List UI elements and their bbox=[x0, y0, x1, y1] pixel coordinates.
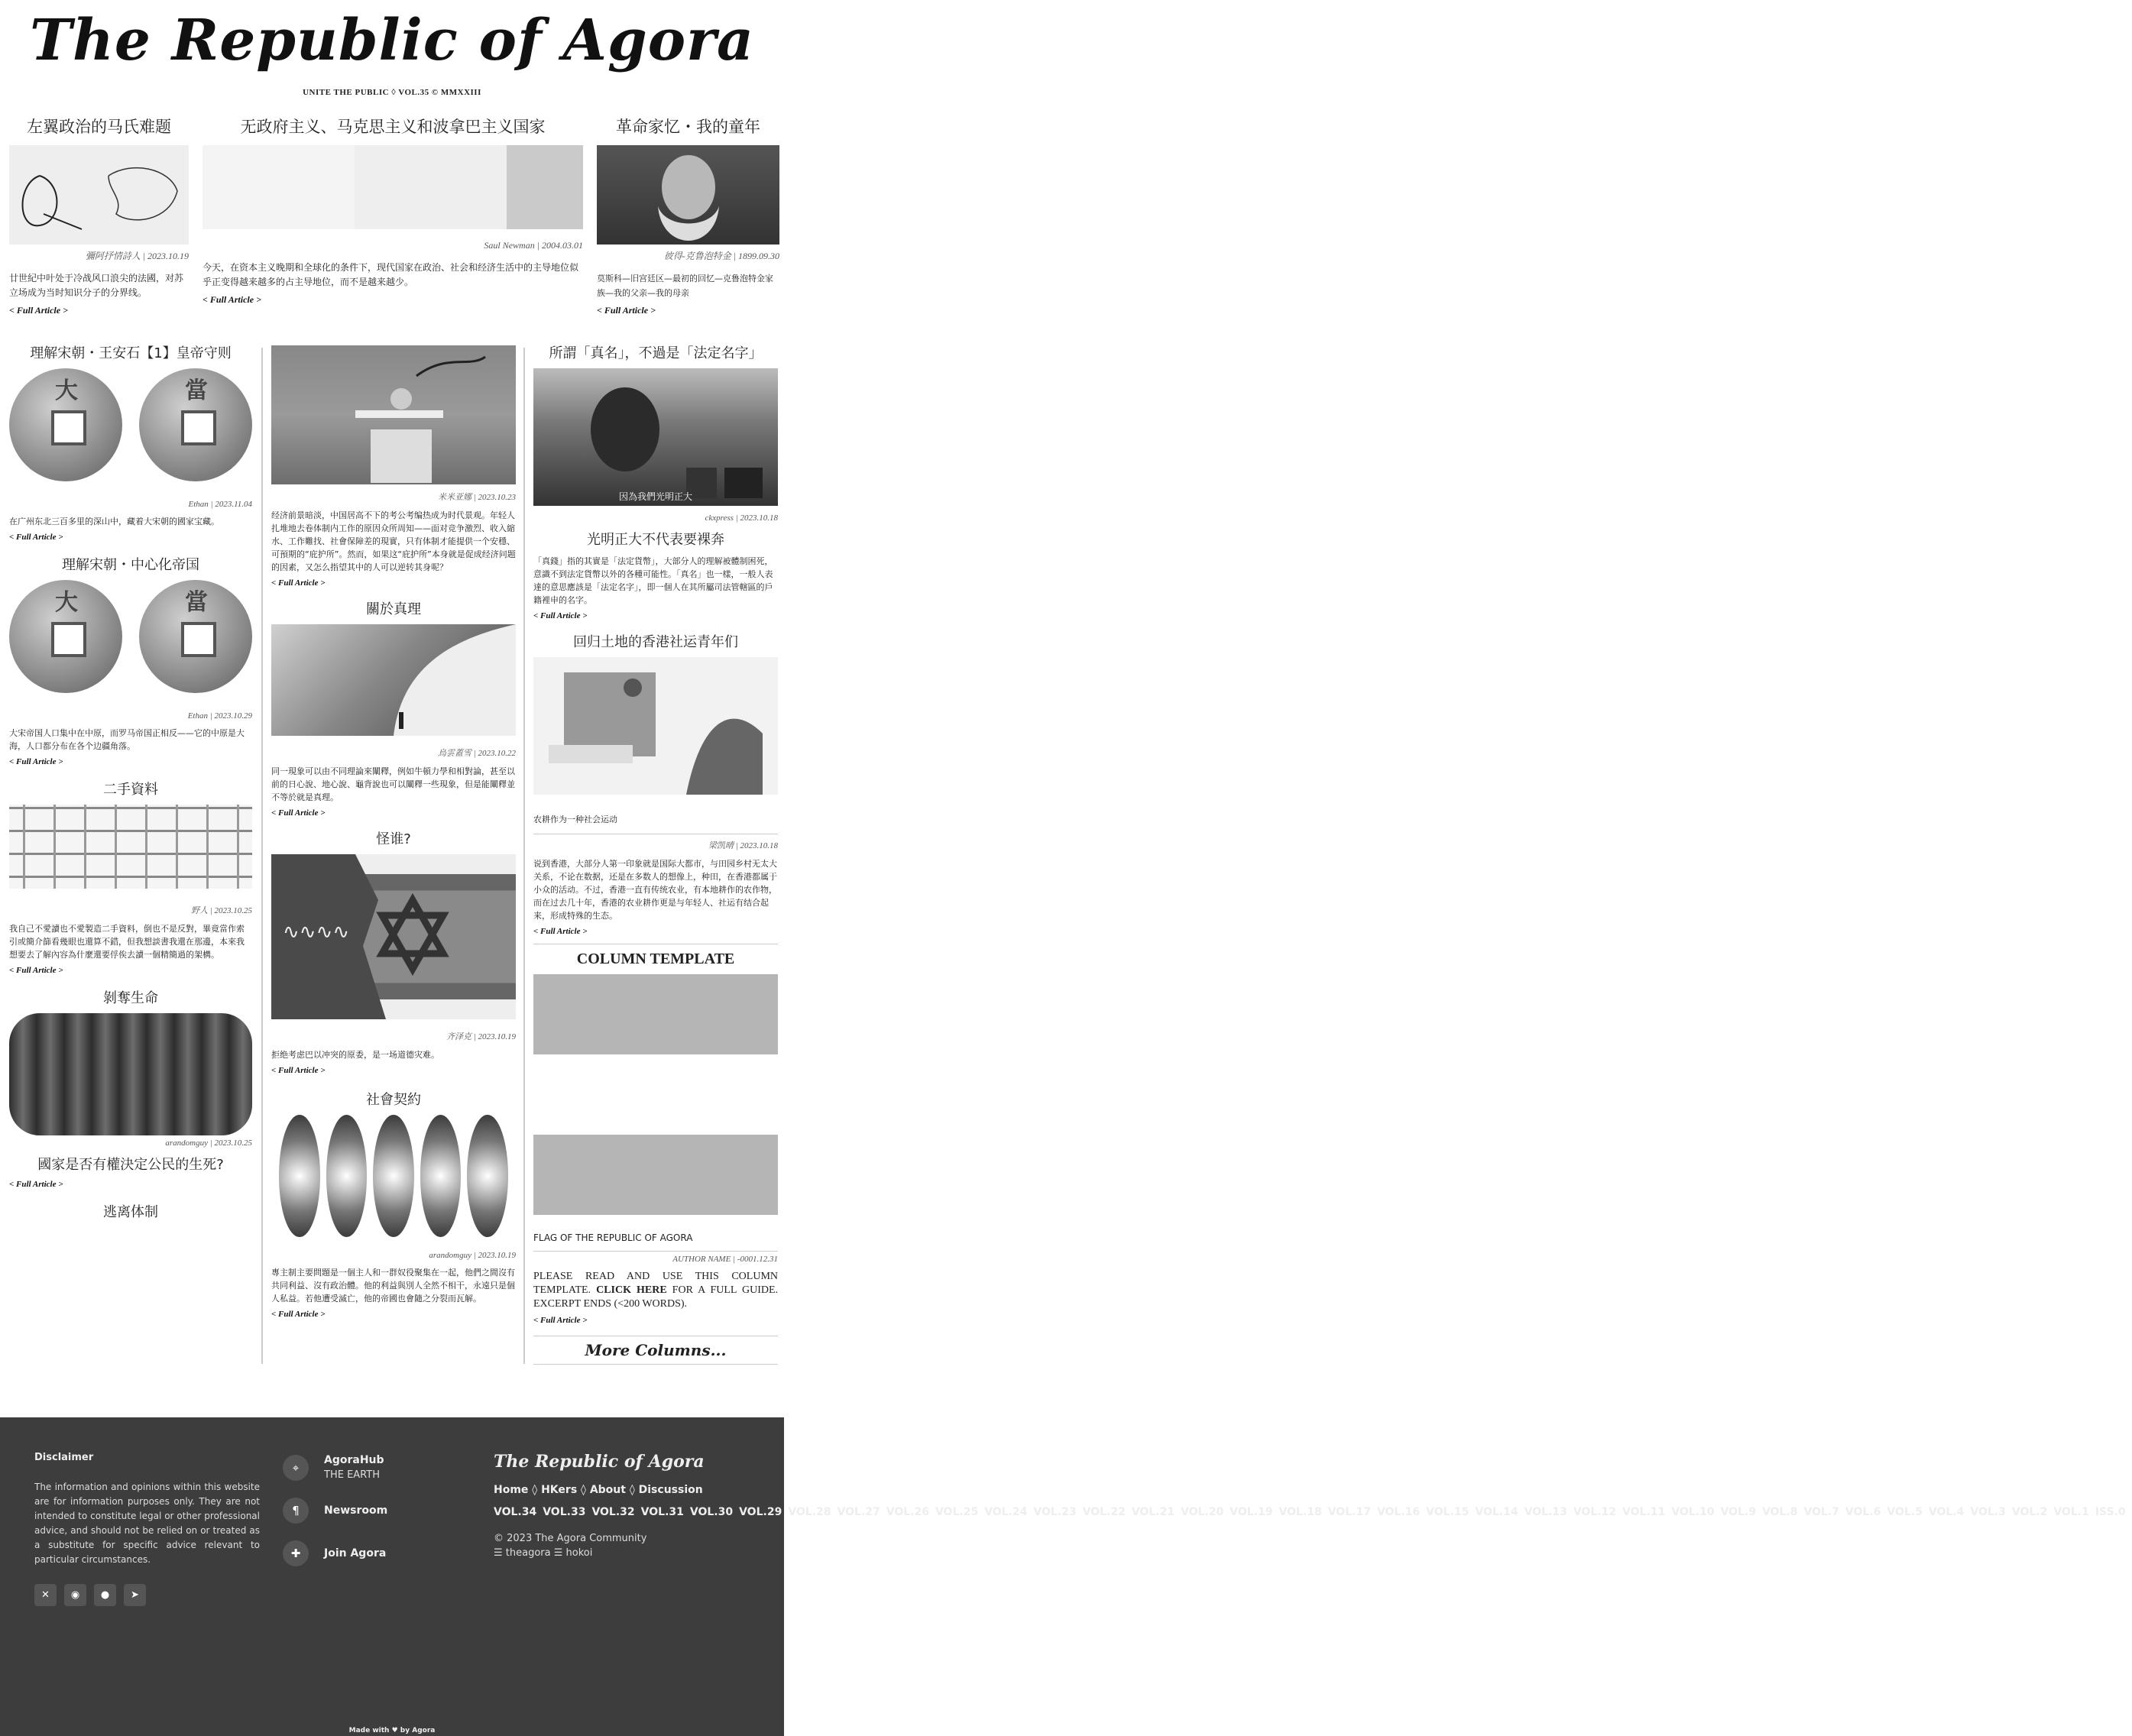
volume-link[interactable]: VOL.1 bbox=[2053, 1506, 2089, 1518]
handles: ☰ theagora ☰ hokoi bbox=[494, 1547, 593, 1559]
volume-link[interactable]: VOL.33 bbox=[543, 1506, 586, 1518]
article-image[interactable] bbox=[9, 805, 252, 889]
volume-link[interactable]: VOL.24 bbox=[984, 1506, 1028, 1518]
made-with-love: Made with ♥ by Agora bbox=[348, 1727, 436, 1734]
full-article-link[interactable]: < Full Article > bbox=[271, 808, 326, 818]
join-agora-link[interactable]: ✚ Join Agora bbox=[283, 1540, 387, 1566]
volume-link[interactable]: VOL.14 bbox=[1475, 1506, 1518, 1518]
article-title[interactable]: 關於真理 bbox=[366, 601, 421, 617]
article-image[interactable] bbox=[533, 368, 778, 506]
masthead bbox=[0, 0, 784, 111]
reddit-icon[interactable]: ● bbox=[94, 1584, 116, 1606]
puzzle-icon: ✚ bbox=[283, 1540, 309, 1566]
volume-link[interactable]: VOL.18 bbox=[1278, 1506, 1322, 1518]
column-divider bbox=[261, 348, 263, 1364]
flag-stripe-bottom bbox=[533, 1135, 778, 1215]
twitter-icon[interactable]: ✕ bbox=[34, 1584, 57, 1606]
article-title[interactable]: 二手資料 bbox=[103, 782, 158, 798]
coin-icon: 大 bbox=[9, 368, 122, 481]
volume-link[interactable]: VOL.9 bbox=[1720, 1506, 1756, 1518]
volume-link[interactable]: VOL.25 bbox=[935, 1506, 979, 1518]
article-meta: Ethan | 2023.10.29 bbox=[187, 711, 252, 721]
telegram-icon[interactable]: ➤ bbox=[124, 1584, 146, 1606]
photo-caption: 因為我們光明正大 bbox=[618, 491, 692, 502]
article-excerpt: 廿世紀中叶处于冷战风口浪尖的法國，对苏立场成为当时知识分子的分界线。 bbox=[9, 273, 184, 298]
article-meta: 烏雲蓋雪 | 2023.10.22 bbox=[437, 749, 516, 758]
article-meta: 彼得-克鲁泡特金 | 1899.09.30 bbox=[663, 251, 779, 261]
article-title[interactable]: 社會契約 bbox=[366, 1092, 421, 1108]
full-article-link[interactable]: < Full Article > bbox=[533, 927, 588, 936]
volume-link[interactable]: VOL.16 bbox=[1376, 1506, 1421, 1518]
masthead-subtitle: UNITE THE PUBLIC ◊ VOL.35 © MMXXIII bbox=[303, 88, 481, 97]
article-meta: 野人 | 2023.10.25 bbox=[190, 906, 252, 915]
volume-link[interactable]: VOL.27 bbox=[837, 1506, 880, 1518]
coin-image[interactable] bbox=[9, 580, 252, 695]
template-excerpt: PLEASE READ AND USE THIS COLUMN TEMPLATE. CLICK HERE FOR A FULL GUIDE. EXCERPT ENDS (<200 WORDS). bbox=[533, 1271, 779, 1310]
volume-link[interactable]: VOL.19 bbox=[1230, 1506, 1273, 1518]
article-image[interactable] bbox=[9, 145, 189, 245]
sphere-shape bbox=[279, 1115, 320, 1237]
svg-text:∿∿∿∿: ∿∿∿∿ bbox=[283, 921, 350, 944]
volume-link[interactable]: ISS.0 bbox=[2095, 1506, 2126, 1518]
article-meta: 梁凯晴 | 2023.10.18 bbox=[533, 834, 778, 851]
coin-icon: 當 bbox=[139, 580, 252, 693]
footer-brand bbox=[494, 1452, 2126, 1559]
right-column bbox=[533, 336, 778, 1365]
full-article-link[interactable]: < Full Article > bbox=[9, 305, 68, 316]
top-article-2 bbox=[203, 115, 583, 306]
volume-link[interactable]: VOL.5 bbox=[1887, 1506, 1923, 1518]
article-title[interactable]: 剝奪生命 bbox=[103, 990, 158, 1006]
volume-list bbox=[494, 1502, 2126, 1522]
illustration-icon bbox=[271, 345, 516, 484]
article-title[interactable]: 无政府主义、马克思主义和波拿巴主义国家 bbox=[240, 118, 546, 136]
article-meta: Saul Newman | 2004.03.01 bbox=[484, 240, 583, 251]
top-article-1 bbox=[9, 115, 189, 316]
volume-link[interactable]: VOL.29 bbox=[739, 1506, 782, 1518]
article-meta: ckxpress | 2023.10.18 bbox=[705, 513, 778, 523]
article-meta: AUTHOR NAME | -0001.12.31 bbox=[533, 1251, 778, 1264]
volume-link[interactable]: VOL.8 bbox=[1761, 1506, 1798, 1518]
article-meta: 齐泽克 | 2023.10.19 bbox=[446, 1032, 516, 1041]
article-excerpt: 经济前景暗淡，中国居高不下的考公考编热成为时代景观。年轻人扎堆地去卷体制内工作的原因众所周知——面对竞争激烈、收入縮水、工作難找、社會保障差的現實，只有体制才能提供一个安穩、可預期的“庇护所”。然而，如果这“庇护所”本身就是促成经济问题的因素，又怎么指望其中的人可以逆转其身呢？ bbox=[271, 510, 516, 572]
agorahub-link[interactable]: ⌖ AgoraHub THE EARTH bbox=[283, 1454, 387, 1481]
photo-caption: 农耕作为一种社会运动 bbox=[533, 815, 617, 824]
article-meta: arandomguy | 2023.10.25 bbox=[165, 1138, 252, 1148]
full-article-link[interactable]: < Full Article > bbox=[9, 533, 63, 542]
article-excerpt: 莫斯科—旧宫廷区—最初的回忆—克鲁泡特金家族—我的父亲—我的母亲 bbox=[597, 274, 773, 298]
volume-link[interactable]: VOL.28 bbox=[788, 1506, 831, 1518]
flag-stripe-top[interactable] bbox=[533, 974, 778, 1054]
article-excerpt: 今天，在资本主义晚期和全球化的条件下，现代国家在政治、社会和经济生活中的主导地位似乎正变得越来越多的占主导地位，而不是越来越少。 bbox=[203, 262, 579, 287]
article-meta: 彌阿抒情詩人 | 2023.10.19 bbox=[85, 251, 189, 261]
nav-about[interactable]: About bbox=[589, 1484, 626, 1496]
disclaimer-title: Disclaimer bbox=[34, 1452, 94, 1463]
flag-stripe-middle bbox=[533, 1054, 778, 1135]
portrait-icon bbox=[597, 145, 779, 245]
volume-link[interactable]: VOL.15 bbox=[1426, 1506, 1469, 1518]
article-title[interactable]: 左翼政治的马氏难题 bbox=[27, 118, 171, 136]
article-title[interactable]: 理解宋朝・中心化帝国 bbox=[62, 557, 199, 573]
grid-shade bbox=[507, 145, 583, 229]
line-drawing-icon bbox=[9, 145, 189, 245]
footer-site-name[interactable]: The Republic of Agora bbox=[494, 1452, 705, 1472]
volume-link[interactable]: VOL.2 bbox=[2011, 1506, 2048, 1518]
full-article-link[interactable]: < Full Article > bbox=[533, 1316, 588, 1325]
volume-link[interactable]: VOL.7 bbox=[1803, 1506, 1839, 1518]
article-excerpt: 在广州东北三百多里的深山中，藏着大宋朝的國家宝藏。 bbox=[9, 517, 219, 526]
volume-link[interactable]: VOL.11 bbox=[1622, 1506, 1666, 1518]
middle-column bbox=[271, 336, 516, 1319]
full-article-link[interactable]: < Full Article > bbox=[9, 966, 63, 975]
volume-link[interactable]: VOL.6 bbox=[1845, 1506, 1881, 1518]
article-image[interactable] bbox=[271, 1115, 516, 1237]
volume-link[interactable]: VOL.3 bbox=[1970, 1506, 2006, 1518]
article-excerpt: 「真錢」指的其實是「法定貨幣」，大部分人的理解被體制困死，意識不到法定貨幣以外的各種可能性。「真名」也一樣，一般人表達的意思應該是「法定名字」，即一個人在其所屬司法管轄區的戶籍裡申的名字。 bbox=[533, 556, 773, 605]
site-title[interactable]: The Republic of Agora bbox=[29, 8, 755, 73]
article-excerpt: 拒绝考虑巴以冲突的原委，是一场道德灾难。 bbox=[271, 1050, 439, 1060]
farmer-photo-icon bbox=[533, 657, 778, 795]
full-article-link[interactable]: < Full Article > bbox=[533, 611, 588, 620]
nav-discussion[interactable]: Discussion bbox=[638, 1484, 703, 1496]
volume-link[interactable]: VOL.21 bbox=[1131, 1506, 1175, 1518]
full-article-link[interactable]: < Full Article > bbox=[271, 578, 326, 588]
article-title[interactable]: 革命家忆・我的童年 bbox=[616, 118, 760, 136]
footer bbox=[0, 1417, 2126, 1736]
volume-link[interactable]: VOL.13 bbox=[1524, 1506, 1567, 1518]
top-article-3 bbox=[597, 115, 779, 316]
left-column bbox=[9, 336, 252, 1227]
article-image[interactable] bbox=[533, 657, 778, 795]
copyright: © 2023 The Agora Community bbox=[494, 1533, 647, 1544]
article-excerpt: 大宋帝国人口集中在中原，而罗马帝国正相反——它的中原是大海，人口都分布在各个边疆角落。 bbox=[9, 728, 245, 751]
volume-link[interactable]: VOL.31 bbox=[640, 1506, 684, 1518]
github-icon[interactable]: ◉ bbox=[64, 1584, 86, 1606]
coin-icon: 大 bbox=[9, 580, 122, 693]
volume-link[interactable]: VOL.20 bbox=[1181, 1506, 1224, 1518]
article-title[interactable]: 怪谁? bbox=[376, 831, 411, 847]
full-article-link[interactable]: < Full Article > bbox=[271, 1310, 326, 1319]
article-meta: Ethan | 2023.11.04 bbox=[188, 500, 252, 509]
article-image[interactable] bbox=[203, 145, 583, 229]
article-image[interactable] bbox=[9, 1013, 252, 1135]
article-meta: arandomguy | 2023.10.19 bbox=[429, 1251, 516, 1260]
article-title[interactable]: 光明正大不代表要裸奔 bbox=[587, 532, 724, 548]
article-excerpt: 專主制主要問題是一個主人和一群奴役聚集在一起，他們之間沒有共同利益、沒有政治體。他的利益與別人全然不相干，永遠只是個人私益。若他遭受滅亡，他的帝國也會隨之分裂而瓦解。 bbox=[271, 1268, 515, 1304]
article-title[interactable]: 所謂「真名」，不過是「法定名字」 bbox=[549, 345, 763, 361]
sphere-shape bbox=[373, 1115, 414, 1237]
article-title[interactable]: 回归土地的香港社运青年们 bbox=[573, 634, 738, 650]
article-image[interactable] bbox=[271, 624, 516, 736]
column-template-title[interactable]: COLUMN TEMPLATE bbox=[576, 951, 735, 967]
footer-links bbox=[283, 1454, 387, 1583]
protest-photo-icon bbox=[533, 368, 778, 506]
article-image[interactable] bbox=[597, 145, 779, 245]
full-article-link[interactable]: < Full Article > bbox=[203, 294, 261, 305]
social-links bbox=[34, 1584, 260, 1606]
location-icon: ⌖ bbox=[283, 1455, 309, 1481]
article-image[interactable] bbox=[271, 854, 516, 1019]
landscape-icon bbox=[271, 624, 516, 736]
sphere-shape bbox=[420, 1115, 462, 1237]
volume-link[interactable]: VOL.23 bbox=[1033, 1506, 1077, 1518]
sphere-shape bbox=[467, 1115, 508, 1237]
article-excerpt: 同一現象可以由不同理論來闡釋，例如牛頓力學和相對論，甚至以前的日心說、地心說、龜背說也可以闡釋一些現象，但是能闡釋並不等於就是真理。 bbox=[271, 766, 515, 802]
volume-link[interactable]: VOL.26 bbox=[886, 1506, 929, 1518]
volume-link[interactable]: VOL.4 bbox=[1928, 1506, 1965, 1518]
full-article-link[interactable]: < Full Article > bbox=[271, 1066, 326, 1075]
volume-link[interactable]: VOL.32 bbox=[591, 1506, 635, 1518]
nav-home[interactable]: Home bbox=[494, 1484, 529, 1496]
article-excerpt: 说到香港，大部分人第一印象就是国际大都市，与田园乡村无太大关系，不论在数据，还是在多数人的想像上，种田，在香港都属于小众的活动。不过，香港一直有传统农业，有本地耕作的农作物，而在过去几十年，香港的农业耕作更是与年轻人、社运有结合起来，形成特殊的生态。 bbox=[533, 859, 777, 921]
full-article-link[interactable]: < Full Article > bbox=[9, 1180, 63, 1189]
volume-link[interactable]: VOL.30 bbox=[689, 1506, 734, 1518]
article-excerpt: 我自己不愛讀也不愛製造二手資料，倒也不是反對，畢竟當作索引或簡介篩看幾眼也還算不錯，但我想談書我還在那邊，本來我想要去了解內容為什麼還要俘俟去讀一個精簡過的架構。 bbox=[9, 924, 245, 960]
volume-link[interactable]: VOL.22 bbox=[1082, 1506, 1126, 1518]
article-meta: 米米亚娜 | 2023.10.23 bbox=[437, 493, 516, 502]
full-article-link[interactable]: < Full Article > bbox=[597, 305, 656, 316]
volume-link[interactable]: VOL.12 bbox=[1573, 1506, 1617, 1518]
disclaimer-text: The information and opinions within this website are for information purposes only. They are not intended to constitute legal or other professional advice, and should not be relied on or treated as a substitute for specific advice relevant to particular circumstances. bbox=[34, 1482, 260, 1565]
footer-nav: Home ◊ HKers ◊ About ◊ Discussion bbox=[494, 1484, 703, 1496]
coin-image[interactable] bbox=[9, 368, 252, 483]
article-title[interactable]: 逃离体制 bbox=[103, 1204, 158, 1220]
article-title[interactable]: 理解宋朝・王安石【1】皇帝守则 bbox=[30, 345, 232, 361]
newsroom-link[interactable]: ¶ Newsroom bbox=[283, 1498, 387, 1524]
grid-shade bbox=[203, 145, 355, 229]
nav-hkers[interactable]: HKers bbox=[541, 1484, 578, 1496]
paragraph-icon: ¶ bbox=[283, 1498, 309, 1524]
article-subtitle[interactable]: 國家是否有權決定公民的生死? bbox=[37, 1157, 224, 1173]
flag-caption: FLAG OF THE REPUBLIC OF AGORA bbox=[533, 1232, 693, 1243]
more-columns-link[interactable]: More Columns... bbox=[533, 1336, 778, 1365]
coin-icon: 當 bbox=[139, 368, 252, 481]
full-article-link[interactable]: < Full Article > bbox=[9, 757, 63, 766]
star-of-david-icon bbox=[271, 854, 516, 1019]
sphere-shape bbox=[326, 1115, 368, 1237]
volume-link[interactable]: VOL.10 bbox=[1671, 1506, 1715, 1518]
volume-link[interactable]: VOL.17 bbox=[1327, 1506, 1371, 1518]
volume-link[interactable]: VOL.34 bbox=[494, 1506, 537, 1518]
click-here-link[interactable]: CLICK HERE bbox=[596, 1284, 667, 1296]
disclaimer bbox=[34, 1452, 260, 1606]
column-divider bbox=[523, 348, 525, 1364]
article-image[interactable] bbox=[271, 345, 516, 484]
